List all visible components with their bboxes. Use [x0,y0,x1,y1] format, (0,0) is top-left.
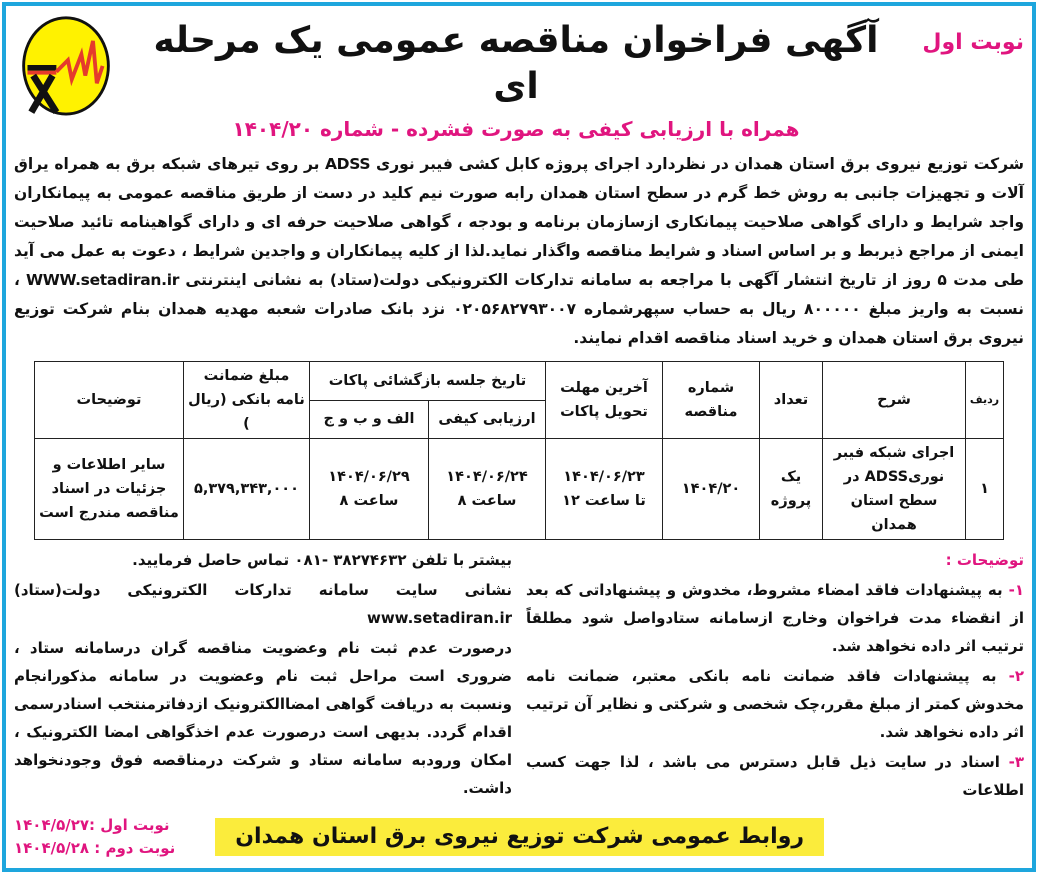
header-tender-number: شماره مناقصه [663,362,760,439]
abc-date: ۱۴۰۴/۰۶/۲۹ [328,469,410,485]
cell-deadline [546,439,663,540]
table-header-row [34,362,1003,401]
page-title: آگهی فراخوان مناقصه عمومی یک مرحله ای [153,20,879,107]
header-center [118,12,914,144]
table-row [34,439,1003,540]
deadline-time: تا ساعت ۱۲ [562,493,646,509]
header-deadline: آخرین مهلت تحویل پاکات [546,362,663,439]
site-line[interactable]: نشانی سایت سامانه تدارکات الکترونیکی دولت(ستاد) www.setadiran.ir [14,581,512,627]
notes-continued-column [14,546,512,806]
ad-frame [2,2,1036,872]
note-item: ۳- اسناد در سایت ذیل قابل دسترس می باشد ، لذا جهت کسب اطلاعات [526,753,1024,799]
contact-line: بیشتر با تلفن ۳۸۲۷۴۶۳۲ -۰۸۱ تماس حاصل فرمایید. [132,551,512,569]
page-subtitle: همراه با ارزیابی کیفی به صورت فشرده - شماره ۱۴۰۴/۲۰ [232,117,800,141]
publication-dates [14,814,175,860]
cell-quality-opening [429,439,546,540]
note-item: ۲- به پیشنهادات فاقد ضمانت نامه بانکی معتبر، ضمانت نامه مخدوش کمتر از مبلغ مقرر،چک شخصی و شرکتی و نظایر آن ترتیب اثر داده نخواهد شد. [526,667,1024,741]
header-notes: توضیحات [34,362,183,439]
footer-banner: روابط عمومی شرکت توزیع نیروی برق استان همدان [215,818,824,856]
registration-text: درصورت عدم ثبت نام وعضویت مناقصه گران درسامانه ستاد ، ضروری است مراحل ثبت نام وعضویت در سامانه مذکورانجام ونسبت به دریافت گواهی امضاالکترونیک ازدفاترمنتخب اسنادرسمی اقدام گردد. بدیهی است درصورت عدم اخذگواهی امضا الکترونیک ، امکان ورودبه سامانه ستاد و شرکت درمناقصه فوق وجودنخواهد داشت. [14,639,512,797]
deadline-date: ۱۴۰۴/۰۶/۲۳ [563,469,645,485]
publication-turn-label: نوبت اول [922,30,1024,55]
intro-paragraph: شرکت توزیع نیروی برق استان همدان در نظردارد اجرای پروژه کابل کشی فیبر نوری ADSS بر روی تیرهای شبکه برق به همراه یراق آلات و تجهیزات جانبی به روش خط گرم در سطح استان همدان رابه صورت نیم کلید در دست از طریق مناقصه عمومی به پیمانکاران واجد شرایط و دارای گواهی صلاحیت پیمانکاری ازسازمان برنامه و بودجه ، گواهی صلاحیت حرفه ای و دارای گواهینامه تائید صلاحیت ایمنی از مراجع ذیربط و بر اساس اسناد و شرایط مناقصه واگذار نماید.لذا از کلیه پیمانکاران و واجدین شرایط ، دعوت به عمل می آید طی مدت ۵ روز از تاریخ انتشار آگهی با مراجعه به سامانه تدارکات الکترونیکی دولت(ستاد) به نشانی اینترنتی WWW.setadiran.ir ، نسبت به واریز مبلغ ۸۰۰۰۰۰ ریال به حساب سپهرشماره ۰۲۰۵۶۸۲۷۹۳۰۰۷ نزد بانک صادرات شعبه مهدیه همدان بنام شرکت توزیع نیروی برق استان همدان و خرید اسناد مناقصه اقدام نمایند. [14,155,1024,347]
abc-time: ساعت ۸ [339,493,399,509]
cell-guarantee: ۵,۳۷۹,۳۴۳,۰۰۰ [183,439,309,540]
header-opening-abc: الف و ب و ج [309,400,428,439]
header-opening: تاریخ جلسه بازگشائی پاکات [309,362,545,401]
cell-description: اجرای شبکه فیبر نوریADSS در سطح استان همدان [823,439,966,540]
notes-section [14,546,1024,806]
second-publication: نوبت دوم : ۱۴۰۴/۵/۲۸ [14,839,176,857]
header-opening-quality: ارزیابی کیفی [429,400,546,439]
cell-abc-opening [309,439,428,540]
header-description: شرح [823,362,966,439]
cell-row-number: ۱ [966,439,1004,540]
bottom-row [14,814,1024,860]
header-guarantee: مبلغ ضمانت نامه بانکی (ریال ) [183,362,309,439]
header [14,12,1024,144]
tender-table [34,361,1004,540]
cell-notes: سایر اطلاعات و جزئیات در اسناد مناقصه مندرج است [34,439,183,540]
notes-column [526,546,1024,806]
notes-heading: توضیحات : [945,551,1024,569]
quality-time: ساعت ۸ [457,493,517,509]
header-row-number: ردیف [966,362,1004,439]
first-publication: نوبت اول :۱۴۰۴/۵/۲۷ [14,816,170,834]
cell-tender-number: ۱۴۰۴/۲۰ [663,439,760,540]
note-item: ۱- به پیشنهادات فاقد امضاء مشروط، مخدوش و پیشنهاداتی که بعد از انقضاء مدت فراخوان وخارج ازسامانه ستادواصل شود مطلقاً ترتیب اثر داده نخواهد شد. [526,581,1024,655]
quality-date: ۱۴۰۴/۰۶/۲۴ [446,469,528,485]
header-count: تعداد [760,362,823,439]
cell-count: یک پروژه [760,439,823,540]
power-company-logo-icon [14,12,118,116]
